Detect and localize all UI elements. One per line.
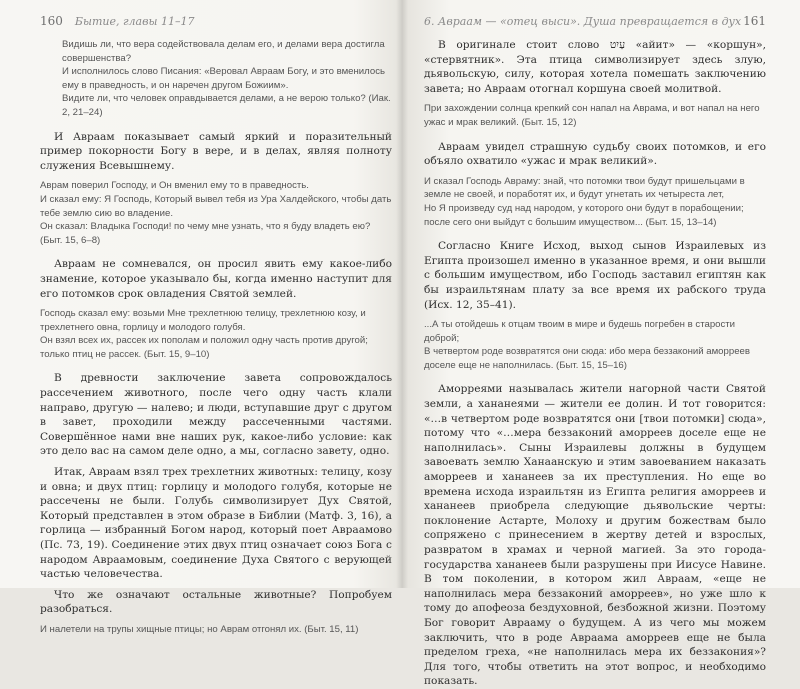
quote-line: Аврам поверил Господу, и Он вменил ему то в праведность. bbox=[40, 180, 309, 192]
body-paragraph: И Авраам показывает самый яркий и поразительный пример покорности Богу в вере, и в делах, являя полноту служения Всевышнему. bbox=[40, 130, 392, 172]
left-page-header bbox=[40, 14, 392, 32]
scripture-quote bbox=[40, 307, 392, 361]
running-head: 6. Авраам — «отец выси». Душа превращается в дух bbox=[424, 15, 742, 28]
page-number: 160 bbox=[40, 14, 63, 28]
scripture-quote bbox=[424, 175, 766, 229]
quote-line: И сказал Господь Авраму: знай, что потомки твои будут пришельцами в земле не своей, и поработят их, и будут угнетать их четыреста лет, bbox=[424, 175, 745, 201]
scripture-quote bbox=[40, 623, 392, 637]
body-paragraph: Согласно Книге Исход, выход сынов Израилевых из Египта произошел именно в указанное время, и они вышли с большим имуществом, ибо Господь заставил египтян как бы израильтянам плату за все время их рабского труда (Исх. 12, 35–41). bbox=[424, 240, 766, 311]
body-paragraph: Итак, Авраам взял трех трехлетних животных: телицу, козу и овна; и двух птиц: горлицу и молодого голубя, которые не рассечены не были. Голубь символизирует Дух Святой, Который представлен в этом образе в Библии (Матф. 3, 16), а горлица — избранный Богом народ, который поет Авраамово (Пс. 73, 19). Соединение этих двух птиц означает союз Бога с народом Авраамовым, соединение Духа Святого с верующей частью человечества. bbox=[40, 466, 392, 581]
quote-line: И исполнилось слово Писания: «Веровал Авраам Богу, и это вменилось ему в праведность, и он наречен другом Божиим». bbox=[62, 66, 385, 91]
quote-line: Но Я произведу суд над народом, у которого они будут в порабощении; после сего они выйдут с большим имуществом... (Быт. 15, 13–14) bbox=[424, 202, 744, 228]
quote-line: И налетели на трупы хищные птицы; но Аврам отгонял их. (Быт. 15, 11) bbox=[40, 623, 359, 635]
quote-line: При захождении солнца крепкий сон напал на Аврама, и вот напал на него ужас и мрак великий. (Быт. 15, 12) bbox=[424, 103, 760, 128]
quote-line: И сказал ему: Я Господь, Который вывел тебя из Ура Халдейского, чтобы дать тебе землю сию во владение. bbox=[40, 193, 392, 219]
body-paragraph: В оригинале стоит слово עַיִט «айит» — «коршун», «стервятник». Эта птица символизирует здесь злую, дьявольскую, силу, которая хотела помешать заключению завета; но Авраам отогнал коршуна своей молитвой. bbox=[424, 39, 766, 95]
body-paragraph: Авраам увидел страшную судьбу своих потомков, и его объяло охватило «ужас и мрак великий». bbox=[424, 140, 766, 168]
scripture-quote bbox=[40, 38, 392, 120]
scripture-quote bbox=[40, 179, 392, 247]
quote-line: Видите ли, что человек оправдывается делами, а не верою только? (Иак. 2, 21–24) bbox=[62, 93, 391, 118]
quote-line: ...А ты отойдешь к отцам твоим в мире и будешь погребен в старости доброй; bbox=[424, 319, 736, 344]
body-paragraph: В древности заключение завета сопровождалось рассечением животного, после чего одну часть клали направо, другую — налево; и люди, вступавшие друг с другом в завет, проходили между рассеченными частями. Совершённое нами вне наших рук, какое-либо условие: как это дело вас на самом деле одно, а мы, согласно завету, одно. bbox=[40, 372, 392, 458]
quote-line: Он взял всех их, рассек их пополам и положил одну часть против другой; только птиц не рассек. (Быт. 15, 9–10) bbox=[40, 335, 368, 360]
quote-line: Видишь ли, что вера содействовала делам его, и делами вера достигла совершенства? bbox=[62, 39, 385, 64]
running-head: Бытие, главы 11–17 bbox=[74, 15, 195, 28]
scripture-quote bbox=[424, 102, 766, 129]
quote-line: В четвертом роде возвратятся они сюда: ибо мера беззаконий аморреев доселе еще не наполнилась. (Быт. 15, 15–16) bbox=[424, 346, 750, 371]
right-page bbox=[402, 0, 800, 688]
scripture-quote bbox=[424, 318, 766, 372]
book-gutter-shadow bbox=[396, 0, 408, 588]
left-page bbox=[0, 0, 402, 635]
quote-line: Он сказал: Владыка Господи! по чему мне узнать, что я буду владеть ею? (Быт. 15, 6–8) bbox=[40, 221, 371, 246]
page-number: 161 bbox=[743, 14, 766, 28]
quote-line: Господь сказал ему: возьми Мне трехлетнюю телицу, трехлетнюю козу, и трехлетнего овна, горлицу и молодого голубя. bbox=[40, 308, 366, 333]
body-paragraph: Аморреями называлась жители нагорной части Святой земли, а хананеями — жители ее долин. И тот говорится: «…в четвертом роде возвратятся они [твои потомки] сюда», потому что «…мера беззаконий аморреев доселе еще не наполнилась». Сыны Израилевы должны в будущем завоевать землю Ханаанскую и этим завоеванием наказать аморреев и хананеев за их преступления. Но еще во времена исхода израильтян из Египта религия аморреев и хананеев приобрела следующие дьявольские черты: поклонение Астарте, Молоху и другим божествам было сопряжено с принесением в жертву детей и взрослых, развратом в храмах и черной магией. За это города-государства хананеев были разрушены при Иисусе Навине. В том поколении, в котором жил Авраам, «еще не наполнилась мера беззаконий аморреев», но уже шло к тому до апофеоза бездуховной, безбожной жизни. Поэтому Бог говорит Аврааму о будущем. А из чего мы можем заключить, что в роде Авраама аморреев еще не была пределом греха, «не наполнилась мера их беззакония»? Для того, чтобы ответить на этот вопрос, и необходимо показать. bbox=[424, 383, 766, 688]
body-paragraph: Что же означают остальные животные? Попробуем разобраться. bbox=[40, 588, 392, 616]
body-paragraph: Авраам не сомневался, он просил явить ему какое-либо знамение, которое указывало бы, когда именно наступит для его потомков срок овладения Святой землей. bbox=[40, 258, 392, 300]
right-page-header bbox=[424, 14, 766, 32]
